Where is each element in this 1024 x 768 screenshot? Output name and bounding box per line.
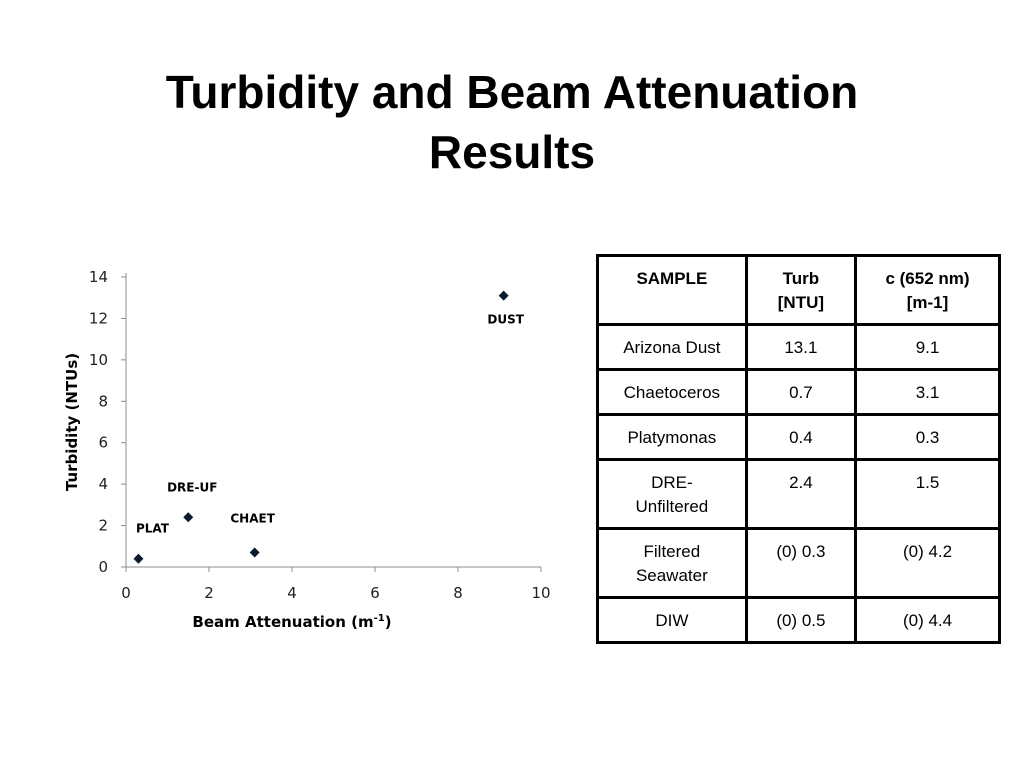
y-tick-label: 12: [88, 309, 108, 328]
cell-turbidity: 0.4: [746, 415, 855, 460]
cell-sample-line-2: Seawater: [635, 566, 708, 585]
header-attenuation: [856, 256, 1000, 325]
table-row: [598, 370, 1000, 415]
header-turbidity-label: Turb: [782, 269, 820, 288]
y-axis: [89, 268, 126, 576]
results-table-body: [598, 325, 1000, 643]
scatter-chart-svg: [40, 255, 580, 655]
x-axis-title-text: Beam Attenuation (m: [192, 613, 374, 631]
header-attenuation-unit: [m-1]: [906, 293, 949, 312]
data-point-label: DRE-UF: [167, 480, 218, 495]
table-row: [598, 325, 1000, 370]
table-row: [598, 529, 1000, 598]
scatter-chart: [40, 255, 580, 655]
cell-attenuation: 1.5: [856, 460, 1000, 529]
y-tick-label: 8: [98, 392, 108, 411]
cell-sample-line-1: DRE-: [651, 473, 693, 492]
header-turbidity-unit: [NTU]: [777, 293, 825, 312]
x-tick-label: 4: [287, 584, 297, 602]
cell-sample-line-1: Filtered: [643, 542, 701, 561]
data-point-label: PLAT: [135, 521, 169, 536]
slide-title: [0, 62, 1024, 182]
cell-attenuation: 3.1: [856, 370, 1000, 415]
data-point-label: DUST: [487, 312, 524, 327]
data-point-label: CHAET: [230, 511, 275, 526]
cell-sample: Platymonas: [598, 415, 747, 460]
x-tick-label: 6: [370, 584, 380, 602]
cell-sample-line-2: Unfiltered: [635, 497, 709, 516]
header-turbidity: [746, 256, 855, 325]
slide-title-line-1: Turbidity and Beam Attenuation: [165, 66, 859, 118]
x-tick-label: 2: [204, 584, 214, 602]
table-row: [598, 415, 1000, 460]
cell-sample: [598, 460, 747, 529]
header-attenuation-label: c (652 nm): [885, 269, 970, 288]
x-tick-label: 8: [453, 584, 463, 602]
cell-attenuation: 0.3: [856, 415, 1000, 460]
y-tick-label: 4: [98, 475, 108, 494]
x-axis-title: [192, 613, 391, 631]
x-axis: [121, 567, 550, 602]
results-table: [596, 254, 1001, 644]
cell-turbidity: 2.4: [746, 460, 855, 529]
y-tick-label: 6: [98, 433, 108, 452]
cell-sample: DIW: [598, 598, 747, 643]
x-axis-title-superscript: -1: [373, 613, 385, 624]
table-row: [598, 598, 1000, 643]
cell-turbidity: (0) 0.5: [746, 598, 855, 643]
cell-sample: Arizona Dust: [598, 325, 747, 370]
data-point-marker: [183, 512, 193, 522]
x-tick-label: 0: [121, 584, 131, 602]
results-table-head: [598, 256, 1000, 325]
header-sample: [598, 256, 747, 325]
header-sample-label: SAMPLE: [636, 269, 708, 288]
table-row: [598, 460, 1000, 529]
y-tick-label: 2: [98, 516, 108, 535]
x-axis-title-suffix: ): [384, 613, 392, 631]
cell-attenuation: (0) 4.2: [856, 529, 1000, 598]
data-points: [133, 291, 524, 564]
data-point-marker: [499, 291, 509, 301]
slide-title-line-2: Results: [428, 126, 596, 178]
x-tick-label: 10: [531, 584, 551, 602]
cell-attenuation: 9.1: [856, 325, 1000, 370]
cell-turbidity: (0) 0.3: [746, 529, 855, 598]
data-point-marker: [250, 548, 260, 558]
table-header-row: [598, 256, 1000, 325]
y-tick-label: 14: [88, 268, 108, 286]
cell-attenuation: (0) 4.4: [856, 598, 1000, 643]
cell-turbidity: 0.7: [746, 370, 855, 415]
cell-turbidity: 13.1: [746, 325, 855, 370]
cell-sample: Chaetoceros: [598, 370, 747, 415]
y-tick-label: 0: [98, 558, 108, 576]
data-point-marker: [133, 554, 143, 564]
y-tick-label: 10: [88, 350, 108, 369]
cell-sample: [598, 529, 747, 598]
y-axis-title: Turbidity (NTUs): [63, 352, 81, 492]
